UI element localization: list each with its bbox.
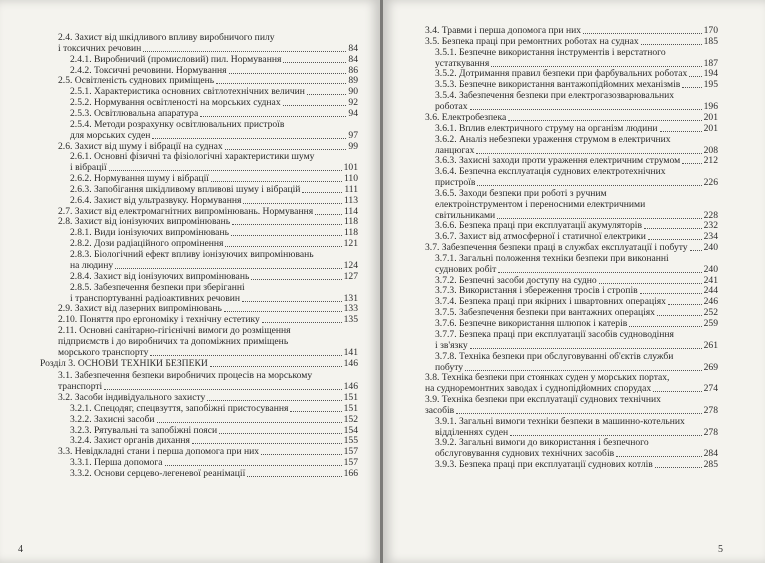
toc-entry-title: 3.9. Техніка безпеки при експлуатації суднових технічних	[425, 393, 661, 405]
toc-entry-title: підприємств і до виробничих та допоміжних приміщень	[58, 335, 289, 347]
toc-entry	[70, 414, 358, 425]
dot-leader	[497, 218, 702, 219]
toc-entry-title: на судноремонтних заводах і суднопідйомних спорудах	[425, 383, 652, 395]
toc-entry-title: 3.2.4. Захист органів дихання	[70, 435, 190, 447]
toc-entry-title: транспорті	[58, 381, 103, 393]
toc-entry-title: 3.6.7. Захист від атмосферної і статичної електрики	[435, 231, 646, 243]
toc-entry-title: 3.1. Забезпечення безпеки виробничих процесів на морському	[58, 370, 313, 382]
dot-leader	[283, 105, 346, 106]
dot-leader	[629, 326, 702, 327]
dot-leader	[200, 116, 346, 117]
toc-entry	[70, 65, 358, 76]
toc-page-number: 157	[343, 457, 358, 469]
toc-entry	[70, 425, 358, 436]
toc-entry	[70, 403, 358, 414]
dot-leader	[150, 355, 342, 356]
toc-entry-title: 3.2. Засоби індивідуального захисту	[58, 392, 206, 404]
toc-page-number: 113	[343, 194, 358, 206]
dot-leader	[491, 66, 702, 67]
toc-entry	[58, 392, 358, 403]
toc-page-number: 97	[348, 129, 358, 141]
toc-entry	[425, 242, 718, 253]
toc-page-number: 170	[703, 25, 718, 36]
toc-page-number: 114	[343, 205, 358, 217]
toc-page-number: 187	[703, 57, 718, 69]
toc-page-number: 185	[703, 35, 718, 47]
dot-leader	[219, 433, 342, 434]
toc-entry-title: 3.5.1. Безпечне використання інструментів і верстатного	[435, 46, 666, 58]
toc-entry-title: 2.5.3. Освітлювальна апаратура	[70, 107, 199, 119]
toc-entry	[435, 166, 718, 188]
dot-leader	[655, 467, 702, 468]
toc-entry-title: 3.3. Невідкладні стани і перша допомога при них	[58, 446, 260, 458]
dot-leader	[302, 192, 342, 193]
toc-entry-title: 3.9.3. Безпека праці при експлуатації суднових котлів	[435, 459, 653, 470]
dot-leader	[508, 120, 702, 121]
toc-entry-title: 3.5.2. Дотримання правил безпеки при фарбувальних роботах	[435, 68, 688, 80]
toc-entry-title: побуту	[435, 361, 464, 373]
toc-entry-title: 2.7. Захист від електромагнітних випромінювань. Нормування	[58, 205, 314, 217]
toc-entry	[70, 173, 358, 184]
toc-entry-title: 2.8.1. Види іонізуючих випромінювань	[70, 227, 229, 239]
toc-page-number: 146	[343, 357, 358, 369]
dot-leader	[510, 435, 702, 436]
toc-entry	[40, 358, 358, 369]
dot-leader	[210, 366, 342, 367]
dot-leader	[192, 443, 342, 444]
toc-page-number: 201	[703, 111, 718, 123]
toc-page-number: 154	[343, 424, 358, 436]
toc-entry-title: 3.5.4. Забезпечення безпеки при електрогазозварювальних	[435, 90, 675, 102]
toc-page-number: 252	[703, 307, 718, 319]
dot-leader	[247, 476, 342, 477]
toc-page-number: 208	[703, 144, 718, 156]
toc-page-number: 244	[703, 285, 718, 297]
dot-leader	[465, 370, 702, 371]
toc-entry-title: обслуговування суднових технічних засобів	[435, 448, 615, 460]
toc-page-number: 111	[344, 183, 358, 195]
toc-page-number: 101	[343, 162, 358, 174]
toc-page-number: 118	[343, 216, 358, 228]
toc-entry-title: і зв'язку	[435, 339, 468, 351]
toc-page-number: 151	[343, 402, 358, 414]
toc-entry-title: 3.7.3. Використання і збереження тросів і стропів	[435, 285, 638, 297]
toc-entry-title: 3.6.6. Безпека праці при експлуатації акумуляторів	[435, 220, 643, 232]
toc-entry	[435, 90, 718, 112]
toc-entry	[435, 437, 718, 459]
toc-entry	[70, 184, 358, 195]
dot-leader	[657, 315, 702, 316]
toc-page-number: 246	[703, 296, 718, 308]
dot-leader	[232, 224, 342, 225]
toc-entry-title: відділеннях суден	[435, 426, 509, 438]
toc-entry	[435, 188, 718, 221]
left-page	[0, 0, 380, 563]
toc-entry	[425, 36, 718, 47]
toc-entry-title: 2.6. Захист від шуму і вібрації на суднах	[58, 140, 223, 152]
toc-entry	[435, 231, 718, 242]
dot-leader	[143, 51, 346, 52]
toc-page-number: 151	[343, 392, 358, 404]
toc-entry-title: 2.11. Основні санітарно-гігієнічні вимоги до розміщення	[58, 324, 291, 336]
dot-leader	[225, 149, 346, 150]
toc-entry-title: ланцюгах	[435, 144, 475, 156]
dot-leader	[243, 203, 342, 204]
toc-page-number: 228	[703, 209, 718, 221]
toc-entry	[425, 112, 718, 123]
toc-page-number: 135	[343, 314, 358, 326]
toc-entry-title: 3.7. Забезпечення безпеки праці в службах експлуатації і побуту	[425, 242, 688, 253]
toc-entry	[70, 282, 358, 304]
dot-leader	[640, 293, 702, 294]
toc-entry	[70, 108, 358, 119]
toc-entry	[70, 54, 358, 65]
toc-entry-title: 2.6.3. Запобігання шкідливому впливові шуму і вібрацій	[70, 183, 301, 195]
toc-entry-title: 3.6.1. Вплив електричного струму на організм людини	[435, 122, 658, 134]
toc-entry-title: 3.6.3. Захисні заходи проти ураження електричним струмом	[435, 155, 681, 167]
toc-entry-title: 3.2.3. Рятувальні та запобіжні пояси	[70, 424, 218, 436]
toc-entry	[58, 75, 358, 86]
toc-page-number: 269	[703, 361, 718, 373]
toc-page-number: 240	[703, 263, 718, 275]
toc-entry-title: морського транспорту	[58, 346, 149, 358]
toc-entry-title: і вібрації	[70, 162, 107, 174]
toc-page-number: 278	[703, 404, 718, 416]
toc-page-number: 194	[703, 68, 718, 80]
toc-page-number: 157	[343, 446, 358, 458]
toc-entry	[435, 285, 718, 296]
dot-leader	[207, 400, 342, 401]
toc-entry-title: на людину	[70, 260, 114, 271]
toc-page-number: 155	[343, 435, 358, 447]
toc-entry	[425, 25, 718, 36]
toc-entry-title: 3.7.4. Безпека праці при якірних і швартовних операціях	[435, 296, 666, 308]
dot-leader	[470, 109, 702, 110]
dot-leader	[644, 228, 702, 229]
toc-page-number: 90	[348, 86, 358, 98]
toc-entry	[70, 97, 358, 108]
dot-leader	[315, 214, 342, 215]
toc-entry-title: 3.7.6. Безпечне використання шлюпок і катерів	[435, 317, 628, 329]
dot-leader	[165, 465, 342, 466]
toc-entry	[435, 68, 718, 79]
dot-leader	[583, 33, 702, 34]
toc-entry-title: 3.9.2. Загальні вимоги до використання і безпечного	[435, 437, 649, 449]
dot-leader	[242, 301, 342, 302]
dot-leader	[599, 283, 702, 284]
toc-entry	[58, 325, 358, 358]
toc-entry	[435, 318, 718, 329]
toc-entry	[58, 370, 358, 392]
toc-entry	[435, 47, 718, 69]
toc-page-number: 234	[703, 231, 718, 243]
dot-leader	[653, 391, 702, 392]
toc-entry	[435, 253, 718, 275]
toc-entry	[70, 227, 358, 238]
toc-entry	[435, 296, 718, 307]
toc-entry-title: 3.3.2. Основи серцево-легеневої реанімації	[70, 468, 246, 479]
dot-leader	[641, 44, 702, 45]
dot-leader	[470, 348, 702, 349]
dot-leader	[648, 239, 702, 240]
toc-entry	[435, 155, 718, 166]
dot-leader	[689, 76, 702, 77]
toc-page-number: 133	[343, 303, 358, 315]
toc-page-number: 84	[348, 43, 358, 54]
toc-entry-title: 2.5. Освітленість суднових приміщень	[58, 75, 215, 87]
toc-entry-title: 2.8.2. Дози радіаційного опромінення	[70, 238, 224, 250]
toc-page-number: 124	[343, 260, 358, 271]
toc-entry	[435, 416, 718, 438]
toc-entry-title: 3.7.7. Безпека праці при експлуатації засобів судноводіння	[435, 328, 674, 340]
dot-leader	[211, 181, 342, 182]
toc-entry-title: 2.5.2. Нормування освітленості на морських суднах	[70, 97, 281, 109]
toc-entry-title: Розділ 3. ОСНОВИ ТЕХНІКИ БЕЗПЕКИ	[40, 357, 208, 369]
toc-entry	[435, 459, 718, 470]
toc-page-number: 195	[703, 79, 718, 91]
toc-entry-title: 3.5.3. Безпечне використання вантажопідйомних механізмів	[435, 79, 681, 91]
toc-page-number: 94	[348, 107, 358, 119]
dot-leader	[251, 279, 342, 280]
dot-leader	[660, 131, 702, 132]
toc-entry-title: засобів	[425, 404, 455, 416]
toc-entry	[435, 220, 718, 231]
toc-page-number: 212	[703, 155, 718, 167]
dot-leader	[498, 272, 702, 273]
toc-page-number: 240	[703, 242, 718, 253]
toc-page-number: 152	[343, 413, 358, 425]
toc-entry-title: для морських суден	[70, 129, 151, 141]
toc-page-number: 118	[343, 227, 358, 239]
toc-page-number: 241	[703, 274, 718, 286]
toc-entry	[70, 271, 358, 282]
toc-entry	[70, 249, 358, 271]
toc-page-number: 284	[703, 448, 718, 460]
toc-entry	[435, 351, 718, 373]
toc-entry-title: 3.5. Безпека праці при ремонтних роботах на суднах	[425, 35, 639, 47]
toc-entry-title: світильниками	[435, 209, 496, 221]
dot-leader	[216, 83, 346, 84]
toc-page-number: 146	[343, 381, 358, 393]
toc-entry-title: 2.5.1. Характеристика основних світлотехнічних величин	[70, 86, 305, 98]
right-page-number: 5	[718, 544, 723, 555]
toc-entry	[70, 457, 358, 468]
dot-leader	[157, 422, 342, 423]
toc-entry-title: 2.8.5. Забезпечення безпеки при зберіганні	[70, 281, 245, 293]
dot-leader	[262, 322, 342, 323]
toc-page-number: 261	[703, 339, 718, 351]
toc-page-number: 131	[343, 292, 358, 304]
toc-entry-title: 3.4. Травми і перша допомога при них	[425, 25, 582, 36]
toc-entry-title: електроінструментом і переносними електричними	[435, 198, 646, 210]
toc-entry-title: роботах	[435, 101, 468, 113]
toc-entry	[58, 314, 358, 325]
dot-leader	[104, 389, 342, 390]
dot-leader	[668, 304, 702, 305]
toc-entry-title: пристроїв	[435, 177, 476, 189]
dot-leader	[456, 413, 702, 414]
toc-entry-title: і транспортуванні радіоактивних речовин	[70, 292, 241, 304]
toc-entry-title: 3.7.8. Техніка безпеки при обслуговуванні об'єктів служби	[435, 350, 674, 362]
toc-entry	[435, 275, 718, 286]
dot-leader	[476, 153, 702, 154]
toc-page-number: 127	[343, 270, 358, 282]
dot-leader	[225, 246, 342, 247]
toc-entry-title: 3.2.1. Спецодяг, спецвзуття, запобіжні пристосування	[70, 402, 289, 414]
toc-entry-title: 2.6.2. Нормування шуму і вібрації	[70, 173, 209, 185]
toc-page-number: 274	[703, 383, 718, 395]
toc-entry-title: 3.6. Електробезпека	[425, 111, 507, 123]
toc-entry-title: 3.3.1. Перша допомога	[70, 457, 163, 469]
dot-leader	[231, 235, 342, 236]
dot-leader	[224, 311, 342, 312]
toc-entry-title: 3.6.2. Аналіз небезпеки ураження струмом в електричних	[435, 133, 671, 145]
toc-entry	[70, 119, 358, 141]
dot-leader	[690, 250, 702, 251]
dot-leader	[109, 170, 342, 171]
toc-entry	[58, 216, 358, 227]
toc-entry-title: 3.7.5. Забезпечення безпеки при вантажних операціях	[435, 307, 655, 319]
dot-leader	[477, 185, 702, 186]
toc-entry-title: 3.6.5. Заходи безпеки при роботі з ручним	[435, 187, 607, 199]
toc-entry-title: 3.2.2. Захисні засоби	[70, 413, 155, 425]
toc-page-number: 84	[348, 53, 358, 65]
left-page-number: 4	[18, 544, 23, 555]
toc-entry-title: і токсичних речовин	[58, 43, 142, 54]
toc-entry	[435, 134, 718, 156]
toc-entry-title: 3.8. Техніка безпеки при стоянках суден у морських портах,	[425, 372, 670, 384]
toc-page-number: 166	[343, 468, 358, 479]
toc-entry-title: 2.4.2. Токсичні речовини. Нормування	[70, 64, 227, 76]
toc-page-number: 110	[343, 173, 358, 185]
toc-entry-title: устаткування	[435, 57, 490, 69]
right-page	[383, 0, 765, 563]
toc-entry	[435, 79, 718, 90]
toc-entry-title: 2.8. Захист від іонізуючих випромінювань	[58, 216, 231, 228]
toc-page-number: 99	[348, 140, 358, 152]
toc-entry	[70, 151, 358, 173]
toc-entry-title: 2.6.1. Основні фізичні та фізіологічні характеристики шуму	[70, 151, 315, 163]
toc-entry	[435, 329, 718, 351]
toc-entry-title: 3.7.2. Безпечні засоби доступу на судно	[435, 274, 597, 286]
toc-page-number: 86	[348, 64, 358, 76]
dot-leader	[307, 94, 346, 95]
toc-entry-title: 3.7.1. Загальні положення техніки безпеки при виконанні	[435, 252, 669, 264]
toc-entry	[70, 238, 358, 249]
toc-entry	[58, 303, 358, 314]
toc-page-number: 259	[703, 317, 718, 329]
dot-leader	[290, 411, 342, 412]
dot-leader	[283, 62, 346, 63]
toc-entry	[425, 372, 718, 394]
dot-leader	[152, 138, 346, 139]
toc-entry-title: 3.6.4. Безпечна експлуатація суднових електротехнічних	[435, 166, 666, 178]
toc-entry-title: 2.9. Захист від лазерних випромінювань	[58, 303, 222, 315]
toc-entry-title: 3.9.1. Загальні вимоги техніки безпеки в машинно-котельних	[435, 415, 685, 427]
toc-page-number: 196	[703, 101, 718, 113]
toc-page-number: 226	[703, 177, 718, 189]
toc-entry	[58, 141, 358, 152]
toc-entry	[425, 394, 718, 416]
toc-page-number: 141	[343, 346, 358, 358]
toc-entry	[70, 468, 358, 479]
dot-leader	[261, 454, 342, 455]
toc-page-number: 201	[703, 122, 718, 134]
toc-page-number: 232	[703, 220, 718, 232]
dot-leader	[682, 163, 702, 164]
toc-entry-title: 2.8.3. Біологічний ефект впливу іонізуючих випромінювань	[70, 249, 314, 260]
toc-entry	[435, 123, 718, 134]
toc-entry	[58, 206, 358, 217]
toc-entry-title: 2.10. Поняття про ергономіку і технічну естетику	[58, 314, 260, 326]
toc-entry-title: 2.4.1. Виробничий (промисловий) пил. Нормування	[70, 53, 282, 65]
toc-page-number: 89	[348, 75, 358, 87]
toc-page-number: 278	[703, 426, 718, 438]
toc-page-number: 121	[343, 238, 358, 250]
toc-entry-title: 2.8.4. Захист від іонізуючих випромінювань	[70, 270, 250, 282]
toc-page-number: 285	[703, 459, 718, 470]
toc-entry	[58, 446, 358, 457]
toc-entry	[70, 435, 358, 446]
toc-entry	[58, 32, 358, 54]
toc-entry	[70, 86, 358, 97]
toc-entry	[435, 307, 718, 318]
toc-entry-title: 2.5.4. Методи розрахунку освітлювальних пристроїв	[70, 118, 285, 130]
dot-leader	[115, 268, 342, 269]
dot-leader	[229, 73, 346, 74]
toc-entry-title: 2.4. Захист від шкідливого впливу виробничого пилу	[58, 32, 275, 43]
toc-entry-title: суднових робіт	[435, 263, 497, 275]
dot-leader	[682, 87, 702, 88]
toc-page-number: 92	[348, 97, 358, 109]
dot-leader	[616, 456, 702, 457]
toc-entry-title: 2.6.4. Захист від ультразвуку. Нормування	[70, 194, 242, 206]
toc-entry	[70, 195, 358, 206]
